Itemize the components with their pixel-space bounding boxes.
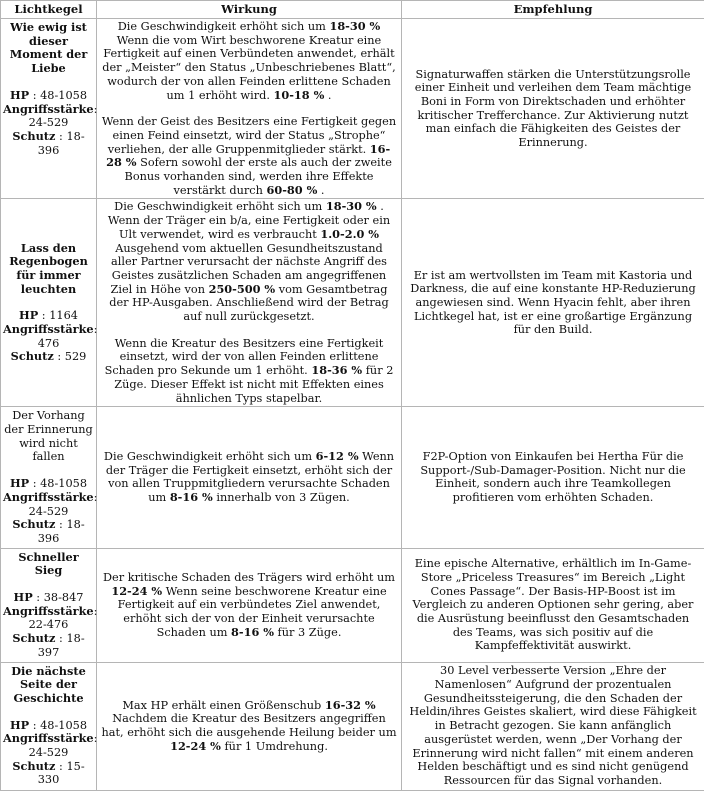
effect-value: 10-18 %	[274, 88, 325, 102]
stat-def-value: : 18-396	[38, 130, 85, 157]
effect-paragraph	[101, 571, 397, 640]
stat-def-label: Schutz	[11, 349, 54, 363]
effect-text: .	[324, 89, 331, 102]
table-row	[1, 548, 704, 662]
stat-hp-label: HP	[10, 476, 29, 490]
table-row	[1, 407, 704, 548]
stat-atk-value: : 24-529	[29, 491, 98, 518]
stat-def-value: : 529	[57, 350, 86, 363]
effect-text: Sofern sowohl der erste als auch der zweite Bonus vorhanden sind, werden ihre Effekte verstärkt durch	[125, 156, 392, 196]
stat-hp-label: HP	[10, 718, 29, 732]
stat-atk	[3, 732, 94, 759]
effect-text: für 1 Umdrehung.	[221, 740, 328, 753]
stat-hp-value: : 38-847	[36, 591, 83, 604]
effect-cell	[97, 19, 402, 199]
effect-text: Die Geschwindigkeit erhöht sich um	[114, 200, 326, 213]
effect-text: Die Geschwindigkeit erhöht sich um	[118, 20, 330, 33]
header-effect: Wirkung	[97, 1, 402, 19]
stat-atk-label: Angriffsstärke	[3, 102, 94, 116]
light-cone-cell	[1, 199, 97, 407]
effect-value: 8-16 %	[170, 490, 213, 504]
effect-text: Ausgehend vom aktuellen Gesundheitszustand aller Partner verursacht der nächste Angriff des Geistes zusätzlichen Schaden am angegriffenen Ziel in Höhe von	[110, 242, 386, 296]
stat-atk	[3, 103, 94, 130]
stat-hp	[3, 591, 94, 605]
stat-def-value: : 15-330	[38, 760, 85, 787]
stat-def-value: : 18-397	[38, 632, 85, 659]
effect-cell	[97, 662, 402, 790]
stat-def	[3, 760, 94, 787]
light-cone-name: Die nächste Seite der Geschichte	[3, 665, 94, 706]
header-recommendation: Empfehlung	[402, 1, 704, 19]
stat-hp	[3, 309, 94, 323]
stat-hp	[3, 477, 94, 491]
effect-paragraph	[101, 337, 397, 406]
light-cone-name: Der Vorhang der Erinnerung wird nicht fallen	[3, 409, 94, 464]
stat-hp	[3, 89, 94, 103]
effect-value: 1.0-2.0 %	[320, 227, 379, 241]
effect-text: Wenn die Kreatur des Besitzers eine Fertigkeit einsetzt, wird der von allen Feinden erlittene Schaden pro Sekunde um 1 erhöht.	[105, 337, 384, 377]
recommendation-cell: F2P-Option von Einkaufen bei Hertha Für die Support-/Sub-Damager-Position. Nicht nur die Einheit, sondern auch ihre Teamkollegen profitieren vom erhöhten Schaden.	[402, 407, 704, 548]
light-cone-name: Wie ewig ist dieser Moment der Liebe	[3, 21, 94, 76]
table-row	[1, 19, 704, 199]
stat-hp-value: : 48-1058	[33, 719, 87, 732]
effect-value: 60-80 %	[267, 183, 318, 197]
effect-value: 12-24 %	[170, 739, 221, 753]
effect-cell	[97, 407, 402, 548]
recommendation-cell: Er ist am wertvollsten im Team mit Kastoria und Darkness, die auf eine konstante HP-Reduzierung angewiesen sind. Wenn Hyacin fehlt, aber ihren Lichtkegel hat, ist er eine großartige Ergänzung für den Build.	[402, 199, 704, 407]
effect-value: 18-30 %	[326, 199, 377, 213]
table-row	[1, 199, 704, 407]
stat-atk-value: : 22-476	[29, 605, 98, 632]
effect-value: 6-12 %	[316, 449, 359, 463]
stat-def-value: : 18-396	[38, 518, 85, 545]
stat-atk	[3, 605, 94, 632]
effect-value: 12-24 %	[111, 584, 162, 598]
stat-atk-value: : 476	[38, 323, 98, 350]
effect-text: Die Geschwindigkeit erhöht sich um	[104, 450, 316, 463]
effect-paragraph	[101, 115, 397, 197]
stat-def	[3, 350, 94, 364]
effect-paragraph	[101, 699, 397, 754]
effect-text: .	[317, 184, 324, 197]
effect-text: Max HP erhält einen Größenschub	[122, 699, 325, 712]
stat-hp-value: : 1164	[42, 309, 78, 322]
effect-cell	[97, 199, 402, 407]
light-cone-cell	[1, 407, 97, 548]
recommendation-cell: 30 Level verbesserte Version „Ehre der Namenlosen“ Aufgrund der prozentualen Gesundheitssteigerung, die den Schaden der Heldin/ihres Geistes skaliert, wird diese Fähigkeit in Betracht gezogen. Sie kann anfänglich ausgerüstet werden, wenn „Der Vorhang der Erinnerung wird nicht fallen“ mit einem anderen Helden beschäftigt und es sind nicht genügend Ressourcen für das Signal vorhanden.	[402, 662, 704, 790]
light-cone-cell	[1, 548, 97, 662]
effect-value: 250-500 %	[209, 282, 276, 296]
light-cone-name: Schneller Sieg	[3, 551, 94, 578]
effect-value: 18-30 %	[329, 19, 380, 33]
effect-cell	[97, 548, 402, 662]
effect-value: 16-32 %	[325, 698, 376, 712]
stat-hp-label: HP	[10, 88, 29, 102]
stat-def	[3, 130, 94, 157]
stat-hp-value: : 48-1058	[33, 89, 87, 102]
effect-text: . Wenn der Träger ein b/a, eine Fertigkeit oder ein Ult verwendet, wird es verbraucht	[108, 200, 390, 240]
light-cone-name: Lass den Regenbogen für immer leuchten	[3, 242, 94, 297]
stat-atk-label: Angriffsstärke	[3, 322, 94, 336]
stat-atk	[3, 323, 94, 350]
stat-atk-label: Angriffsstärke	[3, 490, 94, 504]
effect-text: Wenn der Träger die Fertigkeit einsetzt, erhöht sich der von allen Truppmitgliedern verursachte Schaden um	[106, 450, 394, 504]
effect-text: Wenn seine beschworene Kreatur eine Fertigkeit auf ein verbündetes Ziel anwendet, erhöht sich der von der Einheit verursachte Schaden um	[118, 585, 387, 639]
effect-text: Wenn die vom Wirt beschworene Kreatur eine Fertigkeit auf einen Verbündeten anwendet, erhält der „Meister“ den Status „Unbeschriebenes Blatt“, wodurch der von allen Feinden erlittene Schaden um 1 erhöht wird.	[102, 34, 395, 102]
stat-atk-label: Angriffsstärke	[3, 604, 94, 618]
header-row	[1, 1, 704, 19]
effect-text: Wenn der Geist des Besitzers eine Fertigkeit gegen einen Feind einsetzt, wird der Status „Strophe“ verliehen, der alle Gruppenmitglieder stärkt.	[102, 115, 396, 155]
effect-value: 8-16 %	[231, 625, 274, 639]
stat-hp	[3, 719, 94, 733]
light-cone-cell	[1, 662, 97, 790]
effect-text: Nachdem die Kreatur des Besitzers angegriffen hat, erhöht sich die ausgehende Heilung beider um	[101, 712, 396, 739]
stat-def-label: Schutz	[12, 631, 55, 645]
table-row	[1, 662, 704, 790]
effect-paragraph	[101, 200, 397, 323]
effect-text: für 3 Züge.	[274, 626, 341, 639]
effect-text: vom Gesamtbetrag der HP-Ausgaben. Anschließend wird der Betrag auf null zurückgesetzt.	[109, 283, 389, 323]
stat-def	[3, 518, 94, 545]
stat-hp-label: HP	[14, 590, 33, 604]
effect-text: innerhalb von 3 Zügen.	[213, 491, 350, 504]
stat-def-label: Schutz	[12, 517, 55, 531]
stat-hp-label: HP	[19, 308, 38, 322]
recommendation-cell: Eine epische Alternative, erhältlich im In-Game-Store „Priceless Treasures“ im Bereich „Light Cones Passage“. Der Basis-HP-Boost ist im Vergleich zu anderen Optionen sehr gering, aber die Ausrüstung beeinflusst den Gesamtschaden des Teams, was sich positiv auf die Kampfeffektivität auswirkt.	[402, 548, 704, 662]
stat-def	[3, 632, 94, 659]
stat-atk	[3, 491, 94, 518]
effect-paragraph	[101, 450, 397, 505]
light-cone-cell	[1, 19, 97, 199]
stat-hp-value: : 48-1058	[33, 477, 87, 490]
effect-text: für 2 Züge. Dieser Effekt ist nicht mit Effekten eines ähnlichen Typs stapelbar.	[114, 364, 393, 404]
effect-text: Der kritische Schaden des Trägers wird erhöht um	[103, 571, 395, 584]
effect-value: 18-36 %	[311, 363, 362, 377]
stat-atk-value: : 24-529	[29, 732, 98, 759]
effect-paragraph	[101, 20, 397, 102]
stat-def-label: Schutz	[12, 129, 55, 143]
stat-atk-value: : 24-529	[29, 103, 98, 130]
stat-def-label: Schutz	[12, 759, 55, 773]
recommendation-cell: Signaturwaffen stärken die Unterstützungsrolle einer Einheit und verleihen dem Team mächtige Boni in Form von Direktschaden und erhöhter kritischer Trefferchance. Zur Aktivierung nutzt man einfach die Fähigkeiten des Geistes der Erinnerung.	[402, 19, 704, 199]
stat-atk-label: Angriffsstärke	[3, 731, 94, 745]
header-light-cone: Lichtkegel	[1, 1, 97, 19]
effect-value: 16-28 %	[106, 142, 390, 170]
